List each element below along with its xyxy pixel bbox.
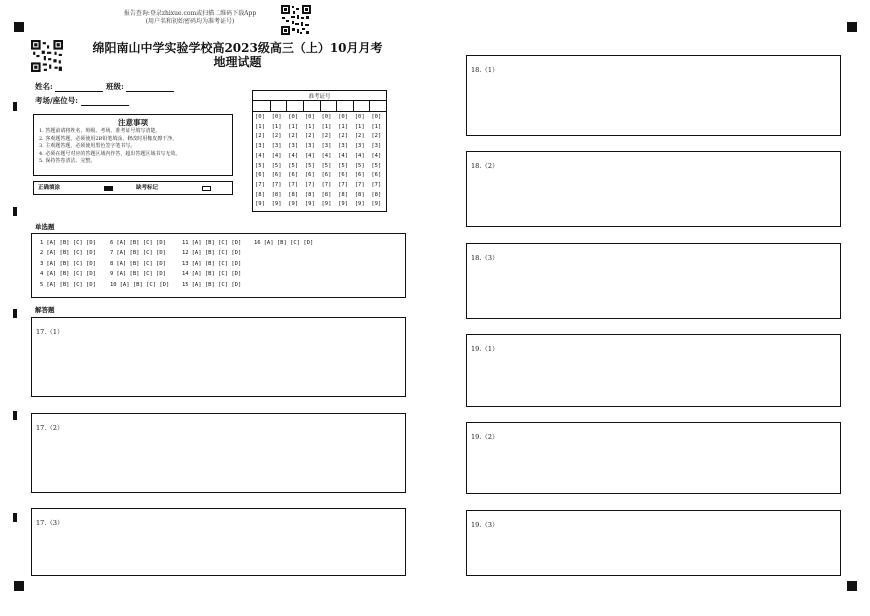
exam-id-bubble[interactable]: [3]	[338, 143, 349, 150]
correct-fill-sample	[104, 186, 113, 191]
exam-id-bubble[interactable]: [0]	[255, 114, 265, 120]
correct-fill-label: 正确填涂	[38, 185, 61, 191]
exam-title-line1: 绵阳南山中学实验学校高2023级高三（上）10月月考	[92, 41, 383, 55]
exam-id-grid	[252, 90, 387, 212]
exam-id-column-divider	[303, 100, 304, 111]
mc-question-row[interactable]	[40, 271, 96, 278]
corner-mark-top-right	[847, 22, 857, 32]
exam-id-bubble[interactable]: [3]	[304, 143, 315, 150]
mc-question-row[interactable]	[110, 282, 169, 289]
answer-box-label: 18.（1）	[471, 66, 499, 74]
exam-id-bubble[interactable]: [7]	[321, 181, 332, 188]
exam-id-bubble[interactable]: [2]	[338, 133, 349, 140]
exam-id-bubble[interactable]: [9]	[321, 201, 332, 208]
exam-id-bubble[interactable]: [3]	[371, 143, 382, 150]
mc-options[interactable]: [A] [B] [C] [D]	[116, 271, 166, 278]
exam-id-bubble[interactable]: [2]	[288, 133, 299, 140]
answer-box-19-2[interactable]	[466, 422, 841, 494]
mc-options[interactable]: [A] [B] [C] [D]	[46, 260, 96, 267]
exam-id-bubble[interactable]: [5]	[255, 162, 265, 169]
exam-id-bubble[interactable]: [0]	[304, 114, 315, 120]
answer-box-label: 18.（2）	[471, 162, 499, 170]
exam-id-bubble[interactable]: [1]	[321, 123, 332, 130]
exam-id-bubble[interactable]: [2]	[304, 133, 315, 140]
report-note-line1: 报告查询:登录zhixue.com或扫描二维码下载App	[123, 10, 257, 17]
qr-code-left	[31, 40, 63, 72]
exam-id-bubble[interactable]: [7]	[271, 181, 282, 188]
absent-mark-box[interactable]	[202, 186, 211, 191]
mc-options[interactable]: [A] [B] [C] [D]	[116, 240, 166, 246]
exam-title	[60, 41, 415, 69]
exam-id-bubble[interactable]: [8]	[255, 191, 265, 198]
notice-item: 1. 答题前请将姓名、班级、考场、准考证号填写清楚。	[39, 128, 161, 134]
mc-question-row[interactable]	[110, 271, 166, 278]
answer-box-label: 17.（1）	[36, 328, 64, 336]
class-field[interactable]	[126, 83, 174, 92]
mc-options[interactable]: [A] [B] [C] [D]	[46, 271, 96, 278]
mc-question-number: 5	[40, 281, 44, 288]
exam-id-bubble[interactable]: [1]	[288, 123, 299, 130]
exam-id-bubble[interactable]: [1]	[255, 123, 265, 130]
exam-id-bubble[interactable]: [5]	[288, 162, 299, 169]
notice-item: 3. 主观题答题，必须使用黑色签字笔书写。	[39, 143, 136, 149]
exam-id-column-divider	[353, 100, 354, 111]
exam-id-bubble[interactable]: [1]	[271, 123, 282, 130]
exam-id-bubble[interactable]: [4]	[288, 152, 299, 159]
mc-section-title: 单选题	[35, 223, 55, 231]
exam-id-bubble[interactable]: [6]	[271, 172, 282, 179]
exam-id-bubble[interactable]: [8]	[271, 191, 282, 198]
exam-id-bubble[interactable]: [2]	[371, 133, 382, 140]
timing-mark	[13, 513, 17, 522]
exam-id-bubble[interactable]: [6]	[321, 172, 332, 179]
exam-id-bubble[interactable]: [4]	[354, 152, 365, 159]
mc-question-number: 14	[182, 271, 189, 278]
exam-id-bubble[interactable]: [6]	[255, 172, 265, 179]
mc-question-number: 7	[110, 250, 114, 257]
exam-id-bubble[interactable]: [3]	[321, 143, 332, 150]
exam-id-bubble[interactable]: [5]	[304, 162, 315, 169]
mc-options[interactable]: [A] [B] [C] [D]	[191, 240, 242, 246]
mc-question-row[interactable]	[254, 240, 313, 247]
seat-row	[35, 95, 129, 106]
mc-question-row[interactable]	[182, 240, 241, 247]
timing-mark	[13, 102, 17, 111]
answer-box-18-2[interactable]	[466, 151, 841, 227]
absent-mark-label: 缺考标记	[136, 185, 159, 191]
exam-id-bubble[interactable]: [9]	[371, 201, 382, 208]
exam-id-column-divider	[369, 100, 370, 111]
mc-options[interactable]: [A] [B] [C] [D]	[46, 240, 96, 246]
mc-question-row[interactable]	[182, 282, 241, 289]
report-note	[115, 10, 265, 26]
answer-box-label: 19.（2）	[471, 433, 499, 441]
answer-box-label: 19.（3）	[471, 521, 499, 529]
exam-id-title: 准考证号	[308, 94, 331, 100]
exam-id-bubble[interactable]: [4]	[371, 152, 382, 159]
name-class-row	[35, 81, 174, 92]
exam-id-bubble[interactable]: [8]	[371, 191, 382, 198]
exam-id-bubble[interactable]: [3]	[354, 143, 365, 150]
mc-question-row[interactable]	[40, 261, 96, 268]
exam-id-bubble[interactable]: [4]	[271, 152, 282, 159]
exam-id-bubble[interactable]: [9]	[354, 201, 365, 208]
notice-item: 5. 保持答卷清洁、完整。	[39, 158, 96, 164]
fill-legend	[33, 181, 233, 195]
timing-mark	[13, 309, 17, 318]
exam-id-bubble[interactable]: [6]	[371, 172, 382, 179]
exam-id-bubble[interactable]: [4]	[338, 152, 349, 159]
exam-id-bubble[interactable]: [3]	[255, 143, 265, 150]
seat-label: 考场/座位号:	[35, 96, 79, 105]
mc-question-row[interactable]	[110, 240, 166, 247]
mc-question-row[interactable]	[40, 240, 96, 247]
exam-id-bubble[interactable]: [8]	[338, 191, 349, 198]
answer-box-18-1[interactable]	[466, 55, 841, 136]
answer-section-title: 解答题	[35, 306, 55, 314]
exam-id-bubble[interactable]: [7]	[371, 181, 382, 188]
exam-id-bubble[interactable]: [9]	[255, 201, 265, 208]
qr-code-top	[281, 5, 311, 35]
exam-id-bubble[interactable]: [0]	[338, 114, 349, 120]
exam-id-bubble[interactable]: [9]	[338, 201, 349, 208]
mc-question-row[interactable]	[40, 282, 96, 289]
exam-id-bubble[interactable]: [7]	[304, 181, 315, 188]
mc-answer-box	[31, 233, 406, 298]
mc-options[interactable]: [A] [B] [C] [D]	[46, 250, 96, 257]
mc-question-row[interactable]	[182, 250, 241, 257]
exam-title-line2: 地理试题	[213, 55, 262, 69]
exam-id-bubble[interactable]: [5]	[338, 162, 349, 169]
exam-id-bubble[interactable]: [7]	[338, 181, 349, 188]
exam-id-bubble[interactable]: [4]	[255, 152, 265, 159]
notice-box	[33, 114, 233, 176]
exam-id-bubble[interactable]: [9]	[304, 201, 315, 208]
exam-id-column-divider	[320, 100, 321, 111]
mc-question-row[interactable]	[40, 250, 96, 257]
answer-box-17-1[interactable]	[31, 317, 406, 397]
mc-options[interactable]: [A] [B] [C] [D]	[116, 250, 166, 257]
corner-mark-bottom-right	[847, 581, 857, 591]
mc-question-number: 1	[40, 240, 44, 246]
mc-question-number: 11	[182, 240, 189, 246]
mc-question-row[interactable]	[182, 271, 241, 278]
mc-options[interactable]: [A] [B] [C] [D]	[116, 260, 166, 267]
mc-options[interactable]: [A] [B] [C] [D]	[191, 271, 242, 278]
exam-id-bubble[interactable]: [0]	[371, 114, 382, 120]
mc-options[interactable]: [A] [B] [C] [D]	[46, 281, 96, 288]
exam-id-bubble[interactable]: [6]	[288, 172, 299, 179]
exam-id-bubble[interactable]: [6]	[304, 172, 315, 179]
exam-id-bubble[interactable]: [1]	[354, 123, 365, 130]
exam-id-bubble[interactable]: [2]	[255, 133, 265, 140]
answer-box-label: 17.（2）	[36, 424, 64, 432]
exam-id-bubble[interactable]: [0]	[321, 114, 332, 120]
name-label: 姓名:	[35, 82, 53, 91]
exam-id-column-divider	[286, 100, 287, 111]
corner-mark-bottom-left	[14, 581, 24, 591]
answer-box-label: 19.（1）	[471, 345, 499, 353]
exam-id-bubble[interactable]: [8]	[321, 191, 332, 198]
mc-options[interactable]: [A] [B] [C] [D]	[119, 281, 170, 288]
mc-question-number: 6	[110, 240, 114, 246]
mc-question-number: 4	[40, 271, 44, 278]
answer-box-label: 18.（3）	[471, 254, 499, 262]
class-label: 班级:	[106, 82, 124, 91]
mc-question-number: 3	[40, 260, 44, 267]
exam-id-bubble[interactable]: [5]	[321, 162, 332, 169]
exam-id-bubble[interactable]: [9]	[271, 201, 282, 208]
exam-id-bubble[interactable]: [8]	[288, 191, 299, 198]
report-note-line2: (用户名和初始密码均为准考证号)	[145, 18, 235, 25]
mc-question-row[interactable]	[110, 250, 166, 257]
mc-question-number: 9	[110, 271, 114, 278]
exam-id-entry-divider	[253, 111, 386, 112]
exam-id-bubble[interactable]: [5]	[271, 162, 282, 169]
answer-box-19-1[interactable]	[466, 334, 841, 407]
timing-mark	[13, 411, 17, 420]
exam-id-bubble[interactable]: [0]	[288, 114, 299, 120]
exam-id-bubble[interactable]: [1]	[304, 123, 315, 130]
exam-id-bubble[interactable]: [2]	[354, 133, 365, 140]
answer-box-17-3[interactable]	[31, 508, 406, 576]
mc-options[interactable]: [A] [B] [C] [D]	[191, 250, 242, 257]
exam-id-bubble[interactable]: [0]	[354, 114, 365, 120]
exam-id-bubble[interactable]: [1]	[371, 123, 382, 130]
exam-id-bubble[interactable]: [5]	[371, 162, 382, 169]
seat-field[interactable]	[81, 97, 129, 106]
mc-question-row[interactable]	[110, 261, 166, 268]
exam-id-bubble[interactable]: [8]	[304, 191, 315, 198]
exam-id-bubble[interactable]: [1]	[338, 123, 349, 130]
exam-id-bubble[interactable]: [3]	[288, 143, 299, 150]
exam-id-bubble[interactable]: [2]	[321, 133, 332, 140]
mc-question-number: 2	[40, 250, 44, 257]
name-field[interactable]	[55, 83, 103, 92]
exam-id-bubble[interactable]: [7]	[255, 181, 265, 188]
corner-mark-top-left	[14, 22, 24, 32]
mc-question-number: 12	[182, 250, 189, 257]
mc-question-number: 10	[110, 281, 117, 288]
exam-id-bubble[interactable]: [8]	[354, 191, 365, 198]
mc-question-number: 8	[110, 260, 114, 267]
answer-box-18-3[interactable]	[466, 243, 841, 319]
exam-id-bubble[interactable]: [5]	[354, 162, 365, 169]
mc-question-number: 16	[254, 240, 261, 246]
notice-title: 注意事项	[118, 118, 148, 127]
notice-item: 4. 必须在题号对应的答题区域内作答，超出答题区域书写无效。	[39, 150, 181, 157]
answer-box-17-2[interactable]	[31, 413, 406, 493]
exam-id-column-divider	[336, 100, 337, 111]
mc-question-number: 15	[182, 281, 189, 288]
mc-options[interactable]: [A] [B] [C] [D]	[263, 240, 314, 246]
notice-item: 2. 客观题答题，必须使用2B铅笔填涂，修改时用橡皮擦干净。	[39, 135, 178, 142]
exam-id-bubble[interactable]: [3]	[271, 143, 282, 150]
mc-question-number: 13	[182, 260, 189, 267]
exam-id-bubble[interactable]: [0]	[271, 114, 282, 120]
exam-id-bubble[interactable]: [6]	[354, 172, 365, 179]
timing-mark	[13, 207, 17, 216]
answer-box-label: 17.（3）	[36, 519, 64, 527]
mc-question-row[interactable]	[182, 261, 241, 268]
exam-id-bubble[interactable]: [9]	[288, 201, 299, 208]
mc-options[interactable]: [A] [B] [C] [D]	[191, 281, 242, 288]
exam-id-bubble[interactable]: [4]	[321, 152, 332, 159]
exam-id-bubble[interactable]: [2]	[271, 133, 282, 140]
exam-id-column-divider	[270, 100, 271, 111]
exam-id-bubble[interactable]: [4]	[304, 152, 315, 159]
mc-options[interactable]: [A] [B] [C] [D]	[191, 260, 242, 267]
exam-id-bubble[interactable]: [7]	[288, 181, 299, 188]
answer-box-19-3[interactable]	[466, 510, 841, 576]
exam-id-bubble[interactable]: [6]	[338, 172, 349, 179]
exam-id-bubble[interactable]: [7]	[354, 181, 365, 188]
